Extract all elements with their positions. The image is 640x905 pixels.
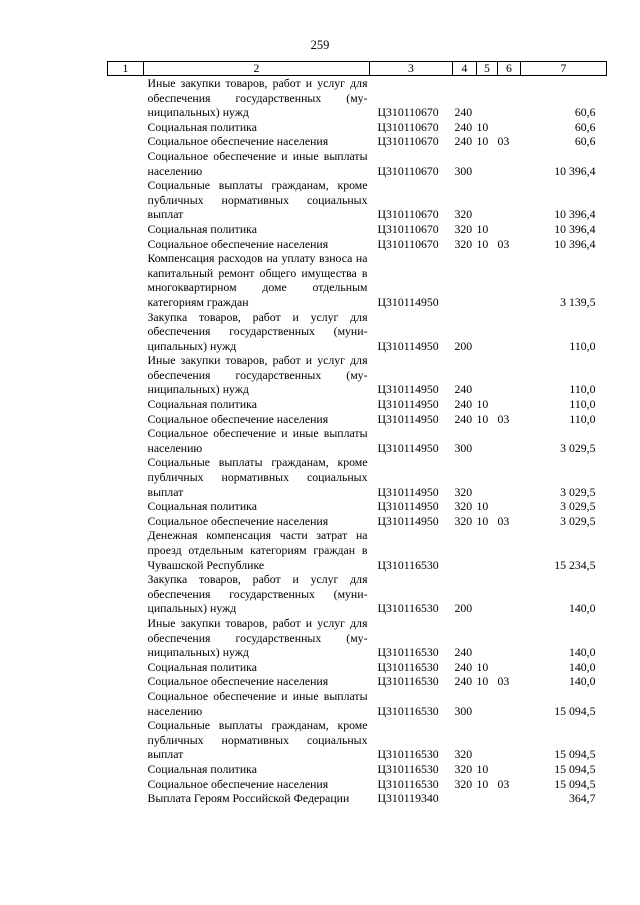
cell-target-code: Ц310119340 xyxy=(377,791,439,806)
cell-section: 10 xyxy=(476,776,489,791)
cell-expense-type: 320 xyxy=(454,776,473,791)
table-row xyxy=(108,76,607,120)
cell-section xyxy=(477,426,498,455)
table-row xyxy=(108,397,607,412)
cell-subsection xyxy=(498,149,521,178)
table-header xyxy=(108,62,607,76)
cell-expense-type: 240 xyxy=(454,645,473,660)
table-row xyxy=(108,777,607,792)
cell-amount: 15 094,5 xyxy=(554,747,596,762)
table-row xyxy=(108,514,607,529)
cell-subsection xyxy=(498,310,521,354)
cell-target-code: Ц310116530 xyxy=(377,645,439,660)
cell-amount: 15 094,5 xyxy=(554,776,596,791)
cell-subsection xyxy=(498,616,521,660)
cell-index xyxy=(108,134,144,149)
cell-name: Социальное обеспечение населения xyxy=(147,674,329,689)
cell-expense-type: 240 xyxy=(454,674,473,689)
cell-subsection xyxy=(498,353,521,397)
header-col-7: 7 xyxy=(521,62,607,76)
cell-name: Социальная политика xyxy=(147,499,257,514)
table-row xyxy=(108,660,607,675)
cell-expense-type xyxy=(453,791,477,806)
cell-name: Закупка товаров, работ и услуг для обеспечения государственных (муниципальных) нужд xyxy=(147,309,368,353)
table-row xyxy=(108,149,607,178)
cell-subsection: 03 xyxy=(497,674,510,689)
header-col-3: 3 xyxy=(370,62,453,76)
cell-target-code: Ц310110670 xyxy=(377,207,439,222)
cell-target-code: Ц310114950 xyxy=(377,397,439,412)
cell-amount: 3 029,5 xyxy=(560,499,596,514)
cell-index xyxy=(108,237,144,252)
cell-section xyxy=(477,718,498,762)
cell-index xyxy=(108,689,144,718)
cell-section: 10 xyxy=(476,761,489,776)
cell-amount: 140,0 xyxy=(568,645,596,660)
cell-section xyxy=(477,251,498,309)
cell-name: Социальная политика xyxy=(147,221,257,236)
cell-index xyxy=(108,412,144,427)
cell-amount: 10 396,4 xyxy=(554,221,596,236)
cell-amount: 15 094,5 xyxy=(554,761,596,776)
cell-amount: 110,0 xyxy=(569,397,596,412)
table-row xyxy=(108,353,607,397)
cell-name: Иные закупки товаров, работ и услуг для обеспечения государственных (муниципальных) нужд xyxy=(147,615,368,660)
cell-target-code: Ц310114950 xyxy=(377,382,439,397)
cell-target-code: Ц310110670 xyxy=(377,221,439,236)
cell-name: Социальное обеспечение и иные выплаты населению xyxy=(147,426,368,455)
cell-target-code: Ц310116530 xyxy=(377,601,439,616)
cell-target-code: Ц310110670 xyxy=(377,105,439,120)
cell-index xyxy=(108,149,144,178)
table-row xyxy=(108,251,607,309)
cell-target-code: Ц310114950 xyxy=(377,484,439,499)
cell-index xyxy=(108,426,144,455)
cell-index xyxy=(108,762,144,777)
cell-index xyxy=(108,455,144,499)
cell-subsection xyxy=(498,528,521,572)
cell-target-code: Ц310116530 xyxy=(377,761,439,776)
cell-expense-type: 240 xyxy=(454,659,473,674)
cell-subsection xyxy=(498,499,521,514)
header-col-4: 4 xyxy=(453,62,477,76)
cell-expense-type: 320 xyxy=(454,747,473,762)
cell-amount: 110,0 xyxy=(569,338,596,353)
cell-name: Социальная политика xyxy=(147,119,257,134)
cell-amount: 140,0 xyxy=(568,659,596,674)
cell-expense-type: 240 xyxy=(454,119,473,134)
cell-index xyxy=(108,353,144,397)
cell-target-code: Ц310114950 xyxy=(377,499,439,514)
cell-name: Социальные выплаты гражданам, кроме публичных нормативных социальных выплат xyxy=(147,718,368,762)
cell-index xyxy=(108,777,144,792)
cell-section: 10 xyxy=(476,221,489,236)
cell-amount: 140,0 xyxy=(568,601,596,616)
cell-index xyxy=(108,120,144,135)
cell-section: 10 xyxy=(476,499,489,514)
cell-expense-type: 300 xyxy=(454,703,473,718)
cell-expense-type: 240 xyxy=(454,382,473,397)
cell-subsection xyxy=(498,455,521,499)
cell-name: Социальное обеспечение населения xyxy=(147,776,329,791)
cell-name: Социальная политика xyxy=(147,659,257,674)
cell-subsection xyxy=(498,791,521,806)
cell-subsection: 03 xyxy=(497,776,510,791)
cell-target-code: Ц310110670 xyxy=(377,119,439,134)
cell-section xyxy=(477,310,498,354)
header-col-2: 2 xyxy=(144,62,370,76)
cell-subsection xyxy=(498,397,521,412)
cell-index xyxy=(108,178,144,222)
cell-subsection: 03 xyxy=(497,134,510,149)
cell-amount: 60,6 xyxy=(574,119,596,134)
cell-index xyxy=(108,499,144,514)
cell-subsection xyxy=(498,762,521,777)
cell-index xyxy=(108,616,144,660)
header-col-5: 5 xyxy=(477,62,498,76)
cell-index xyxy=(108,528,144,572)
cell-amount: 3 029,5 xyxy=(560,513,596,528)
cell-index xyxy=(108,718,144,762)
table-row xyxy=(108,718,607,762)
cell-amount: 10 396,4 xyxy=(554,163,596,178)
cell-index xyxy=(108,251,144,309)
cell-section xyxy=(477,353,498,397)
cell-expense-type: 320 xyxy=(454,236,473,251)
cell-index xyxy=(108,791,144,806)
cell-target-code: Ц310114950 xyxy=(377,338,439,353)
cell-subsection xyxy=(498,120,521,135)
cell-index xyxy=(108,222,144,237)
cell-section xyxy=(477,616,498,660)
cell-amount: 60,6 xyxy=(574,134,596,149)
table-row xyxy=(108,222,607,237)
cell-amount: 15 094,5 xyxy=(554,703,596,718)
table-row xyxy=(108,455,607,499)
cell-section: 10 xyxy=(476,659,489,674)
table-row xyxy=(108,426,607,455)
cell-target-code: Ц310116530 xyxy=(377,674,439,689)
cell-amount: 10 396,4 xyxy=(554,207,596,222)
cell-name: Иные закупки товаров, работ и услуг для обеспечения государственных (муниципальных) нужд xyxy=(147,76,368,120)
cell-expense-type: 240 xyxy=(454,134,473,149)
cell-expense-type xyxy=(453,251,477,309)
cell-index xyxy=(108,674,144,689)
cell-expense-type: 300 xyxy=(454,440,473,455)
cell-section xyxy=(477,149,498,178)
cell-section: 10 xyxy=(476,236,489,251)
cell-section: 10 xyxy=(476,674,489,689)
cell-section: 10 xyxy=(476,411,489,426)
cell-section xyxy=(477,528,498,572)
cell-name: Социальное обеспечение и иные выплаты населению xyxy=(147,688,368,718)
cell-name: Социальное обеспечение и иные выплаты населению xyxy=(147,148,368,178)
table-row xyxy=(108,412,607,427)
cell-name: Компенсация расходов на уплату взноса на капитальный ремонт общего имущества в многоквартирном доме отдельным категориям граждан xyxy=(147,251,368,309)
cell-expense-type: 240 xyxy=(454,105,473,120)
cell-subsection: 03 xyxy=(497,236,510,251)
cell-name: Социальное обеспечение населения xyxy=(147,134,329,149)
cell-subsection xyxy=(498,689,521,718)
cell-section xyxy=(477,791,498,806)
cell-subsection xyxy=(498,222,521,237)
cell-subsection xyxy=(498,572,521,616)
cell-amount: 364,7 xyxy=(568,791,596,806)
cell-amount: 110,0 xyxy=(569,382,596,397)
cell-name: Социальное обеспечение населения xyxy=(147,513,329,528)
cell-expense-type: 240 xyxy=(454,411,473,426)
table-row xyxy=(108,674,607,689)
cell-expense-type xyxy=(453,528,477,572)
budget-table xyxy=(107,61,607,806)
cell-subsection xyxy=(498,426,521,455)
cell-expense-type: 200 xyxy=(454,338,473,353)
cell-index xyxy=(108,76,144,120)
cell-target-code: Ц310116530 xyxy=(377,659,439,674)
cell-name: Социальное обеспечение населения xyxy=(147,411,329,426)
table-row xyxy=(108,178,607,222)
cell-amount: 3 139,5 xyxy=(560,294,596,309)
cell-subsection: 03 xyxy=(497,411,510,426)
cell-name: Социальная политика xyxy=(147,761,257,776)
cell-target-code: Ц310116530 xyxy=(377,776,439,791)
cell-section: 10 xyxy=(476,513,489,528)
cell-expense-type: 320 xyxy=(454,484,473,499)
cell-name: Закупка товаров, работ и услуг для обеспечения государственных (муниципальных) нужд xyxy=(147,572,368,616)
cell-expense-type: 300 xyxy=(454,163,473,178)
cell-subsection xyxy=(498,718,521,762)
table-row xyxy=(108,572,607,616)
cell-name: Выплата Героям Российской Федерации xyxy=(147,791,350,806)
cell-section xyxy=(477,455,498,499)
cell-expense-type: 240 xyxy=(454,397,473,412)
cell-section xyxy=(477,76,498,120)
cell-name: Социальная политика xyxy=(147,397,257,412)
cell-amount: 3 029,5 xyxy=(560,440,596,455)
cell-amount: 60,6 xyxy=(574,105,596,120)
cell-section xyxy=(477,178,498,222)
cell-subsection xyxy=(498,178,521,222)
cell-target-code: Ц310114950 xyxy=(377,411,439,426)
cell-section: 10 xyxy=(476,119,489,134)
table-row xyxy=(108,689,607,718)
cell-target-code: Ц310116530 xyxy=(377,557,439,572)
cell-expense-type: 320 xyxy=(454,761,473,776)
header-row xyxy=(108,62,607,76)
cell-name: Социальные выплаты гражданам, кроме публичных нормативных социальных выплат xyxy=(147,455,368,499)
cell-expense-type: 320 xyxy=(454,499,473,514)
table-row xyxy=(108,528,607,572)
table-row xyxy=(108,499,607,514)
table-row xyxy=(108,237,607,252)
table-row xyxy=(108,791,607,806)
cell-name: Денежная компенсация части затрат на проезд отдельным категориям граждан в Чувашской Республике xyxy=(147,528,368,572)
cell-target-code: Ц310110670 xyxy=(377,134,439,149)
header-col-6: 6 xyxy=(498,62,521,76)
cell-index xyxy=(108,397,144,412)
cell-target-code: Ц310116530 xyxy=(377,747,439,762)
cell-subsection xyxy=(498,251,521,309)
table-row xyxy=(108,616,607,660)
table-row xyxy=(108,120,607,135)
cell-index xyxy=(108,660,144,675)
cell-amount: 140,0 xyxy=(568,674,596,689)
cell-name: Социальные выплаты гражданам, кроме публичных нормативных социальных выплат xyxy=(147,178,368,222)
cell-index xyxy=(108,514,144,529)
cell-target-code: Ц310114950 xyxy=(377,440,439,455)
cell-target-code: Ц310110670 xyxy=(377,236,439,251)
cell-index xyxy=(108,310,144,354)
cell-expense-type: 200 xyxy=(454,601,473,616)
cell-amount: 110,0 xyxy=(569,411,596,426)
cell-subsection xyxy=(498,76,521,120)
cell-section xyxy=(477,689,498,718)
cell-amount: 3 029,5 xyxy=(560,484,596,499)
table-row xyxy=(108,134,607,149)
cell-section: 10 xyxy=(476,397,489,412)
cell-section: 10 xyxy=(476,134,489,149)
cell-name: Социальное обеспечение населения xyxy=(147,236,329,251)
header-col-1: 1 xyxy=(108,62,144,76)
cell-expense-type: 320 xyxy=(454,513,473,528)
table-row xyxy=(108,762,607,777)
cell-target-code: Ц310114950 xyxy=(377,294,439,309)
cell-section xyxy=(477,572,498,616)
cell-target-code: Ц310116530 xyxy=(377,703,439,718)
cell-index xyxy=(108,572,144,616)
cell-target-code: Ц310110670 xyxy=(377,163,439,178)
table-row xyxy=(108,310,607,354)
cell-expense-type: 320 xyxy=(454,207,473,222)
cell-target-code: Ц310114950 xyxy=(377,513,439,528)
cell-amount: 15 234,5 xyxy=(554,557,596,572)
cell-subsection: 03 xyxy=(497,513,510,528)
page-number: 259 xyxy=(310,38,330,52)
cell-name: Иные закупки товаров, работ и услуг для обеспечения государственных (муниципальных) нужд xyxy=(147,353,368,397)
table-body xyxy=(108,76,607,806)
cell-expense-type: 320 xyxy=(454,221,473,236)
cell-subsection xyxy=(498,660,521,675)
cell-amount: 10 396,4 xyxy=(554,236,596,251)
